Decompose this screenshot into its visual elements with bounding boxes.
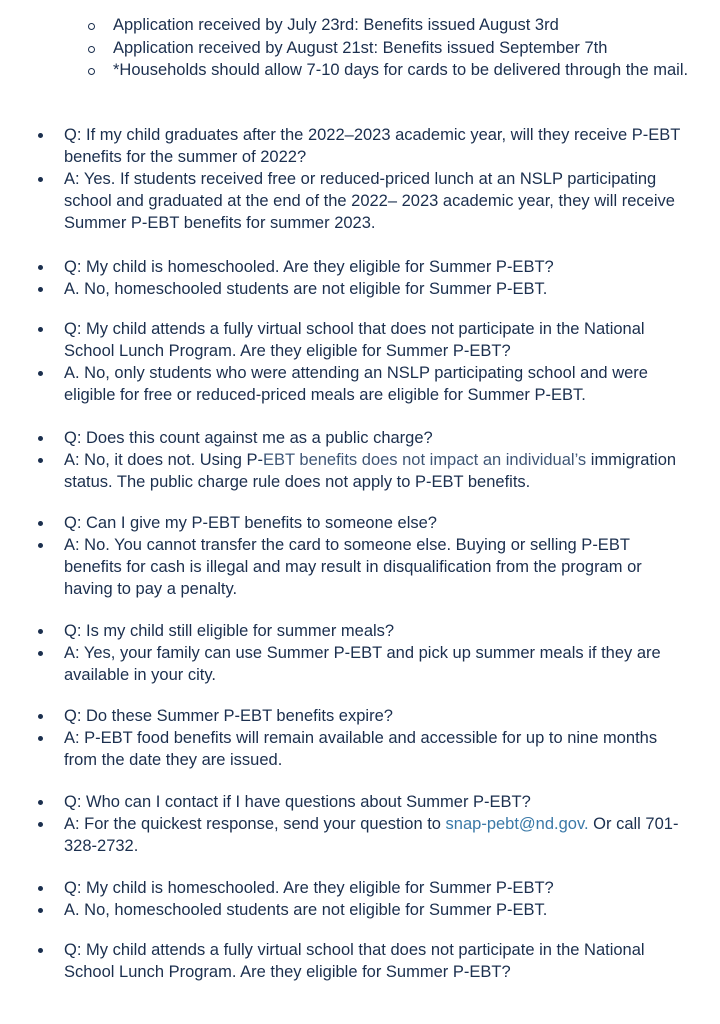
faq-question: Q: My child is homeschooled. Are they eligible for Summer P-EBT? <box>0 877 720 899</box>
faq-summer-meals <box>0 620 720 686</box>
faq-expiration <box>0 705 720 771</box>
email-link[interactable]: snap-pebt@nd.gov. <box>445 815 589 833</box>
faq-question: Q: If my child graduates after the 2022–2023 academic year, will they receive P-EBT benefits for the summer of 2022? <box>0 124 720 168</box>
faq-answer: A: P-EBT food benefits will remain available and accessible for up to nine months from the date they are issued. <box>0 727 720 771</box>
faq-virtual-school-repeat <box>0 939 720 983</box>
timeline-item: Application received by August 21st: Benefits issued September 7th <box>0 37 720 60</box>
faq-virtual-school <box>0 318 720 406</box>
application-timeline-list <box>0 14 720 82</box>
faq-question: Q: Do these Summer P-EBT benefits expire? <box>0 705 720 727</box>
faq-answer: A: Yes. If students received free or reduced-priced lunch at an NSLP participating school and graduated at the end of the 2022– 2023 academic year, they will receive Summer P-EBT benefits for summer 2023. <box>0 168 720 234</box>
faq-answer: A. No, only students who were attending an NSLP participating school and were eligible for free or reduced-priced meals are eligible for Summer P-EBT. <box>0 362 720 406</box>
faq-question: Q: My child is homeschooled. Are they eligible for Summer P-EBT? <box>0 256 720 278</box>
faq-homeschooled <box>0 256 720 300</box>
answer-text: Or call 701-328-2732. <box>64 815 679 855</box>
faq-answer: A. No, homeschooled students are not eligible for Summer P-EBT. <box>0 899 720 921</box>
faq-answer <box>0 449 720 493</box>
faq-question: Q: Does this count against me as a public charge? <box>0 427 720 449</box>
faq-answer: A. No, homeschooled students are not eligible for Summer P-EBT. <box>0 278 720 300</box>
answer-text: A: For the quickest response, send your question to <box>64 815 446 833</box>
timeline-item: *Households should allow 7-10 days for cards to be delivered through the mail. <box>0 59 720 82</box>
answer-text: EBT benefits does not impact an individual’s <box>263 451 587 469</box>
faq-question: Q: Who can I contact if I have questions about Summer P-EBT? <box>0 791 720 813</box>
faq-graduation <box>0 124 720 234</box>
faq-transfer <box>0 512 720 600</box>
faq-question: Q: My child attends a fully virtual school that does not participate in the National School Lunch Program. Are they eligible for Summer P-EBT? <box>0 939 720 983</box>
faq-answer <box>0 813 720 857</box>
faq-question: Q: Can I give my P-EBT benefits to someone else? <box>0 512 720 534</box>
faq-answer: A: Yes, your family can use Summer P-EBT and pick up summer meals if they are available in your city. <box>0 642 720 686</box>
faq-public-charge <box>0 427 720 493</box>
faq-question: Q: Is my child still eligible for summer meals? <box>0 620 720 642</box>
timeline-item: Application received by July 23rd: Benefits issued August 3rd <box>0 14 720 37</box>
answer-text: A: No, it does not. Using P- <box>64 451 264 469</box>
answer-text: immigration status. The public charge rule does not apply to P-EBT benefits. <box>64 451 677 491</box>
faq-contact <box>0 791 720 857</box>
faq-homeschooled-repeat <box>0 877 720 921</box>
faq-question: Q: My child attends a fully virtual school that does not participate in the National School Lunch Program. Are they eligible for Summer P-EBT? <box>0 318 720 362</box>
faq-answer: A: No. You cannot transfer the card to someone else. Buying or selling P-EBT benefits for cash is illegal and may result in disqualification from the program or having to pay a penalty. <box>0 534 720 600</box>
